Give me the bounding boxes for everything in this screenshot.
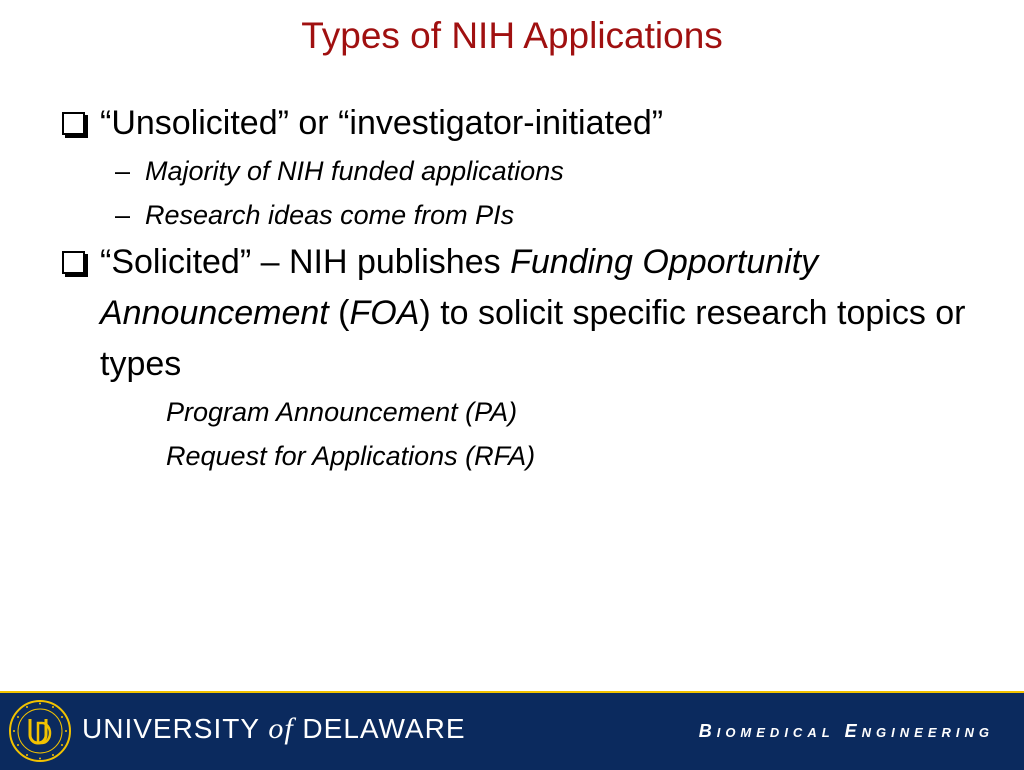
text-segment: ) to solicit specific research topics or types [100, 294, 966, 383]
footer-bar [0, 691, 1024, 770]
subitem: Program Announcement (PA) [166, 397, 518, 427]
slide-title: Types of NIH Applications [301, 15, 723, 56]
text-segment-foa-name: Funding Opportunity Announcement [100, 243, 819, 332]
bullet-unsolicited [62, 98, 992, 149]
dash-marker: – [115, 200, 131, 230]
wordmark-of: of [268, 712, 294, 745]
subitem [115, 149, 992, 193]
ud-seal-icon [8, 699, 72, 763]
text-segment: “Solicited” – NIH publishes [100, 243, 511, 281]
text-segment-foa-abbr: FOA [349, 294, 420, 332]
subitem-text: Research ideas come from PIs [145, 200, 515, 230]
bullet-solicited [62, 237, 992, 390]
wordmark-part: UNIVERSITY [82, 713, 269, 744]
subitem [115, 193, 992, 237]
text-segment: ( [328, 294, 350, 332]
slide-content [62, 98, 992, 478]
subitem-text: Majority of NIH funded applications [145, 156, 564, 186]
dash-marker: – [115, 156, 131, 186]
department-name: Biomedical Engineering [698, 721, 994, 741]
wordmark-part: DELAWARE [293, 713, 466, 744]
bullet-text [100, 237, 992, 390]
checkbox-bullet-icon [62, 112, 85, 135]
subitem: Request for Applications (RFA) [166, 441, 536, 471]
university-wordmark [82, 711, 466, 747]
checkbox-bullet-icon [62, 251, 85, 274]
bullet-text: “Unsolicited” or “investigator-initiated” [100, 104, 664, 142]
